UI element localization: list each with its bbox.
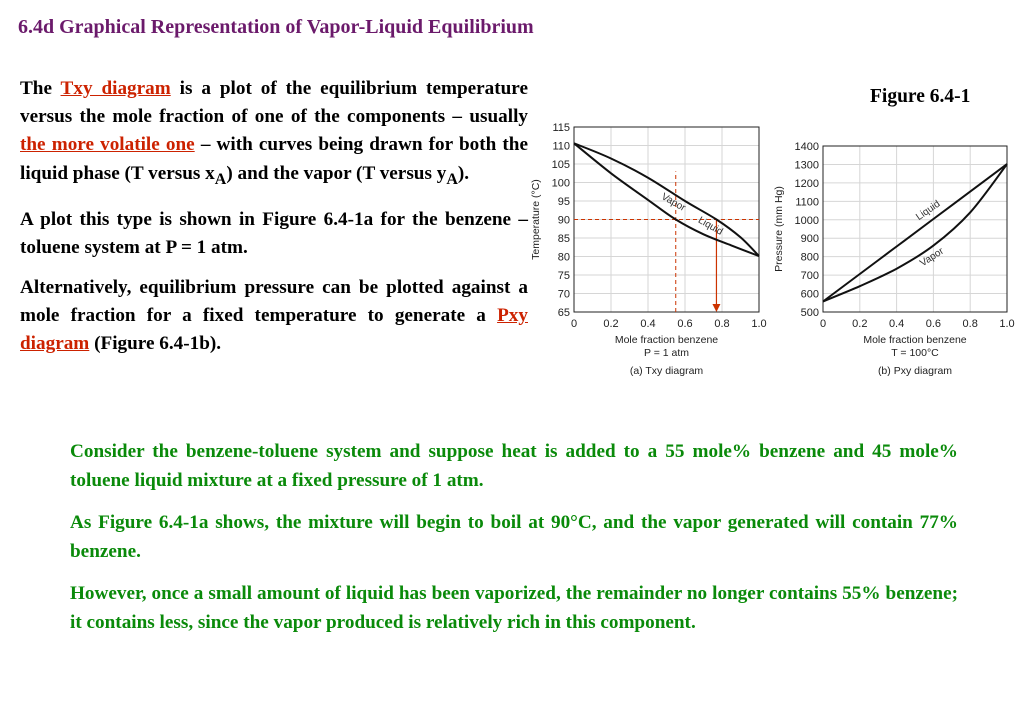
chart-pxy-ytick-label: 900 <box>800 233 819 246</box>
chart-txy-series-label: Liquid <box>695 214 725 238</box>
chart-txy-arrowhead <box>712 304 720 312</box>
chart-pxy-series-liquid <box>823 164 1007 301</box>
chart-pxy-ylabel: Pressure (mm Hg) <box>773 186 785 272</box>
chart-txy-xlabel: Mole fraction benzene <box>614 334 719 346</box>
example-text <box>70 438 958 651</box>
text-segment: Alternatively, equilibrium pressure can be plotted against a mole fraction for a fixed temperature to generate a <box>20 277 528 327</box>
pxy-diagram-link[interactable]: Pxy diagram <box>20 305 528 355</box>
page-title: 6.4d Graphical Representation of Vapor-Liquid Equilibrium <box>18 16 534 38</box>
chart-pxy-ytick-label: 600 <box>800 288 819 301</box>
chart-pxy-xlabel: Mole fraction benzene <box>863 334 967 346</box>
chart-pxy-series-label: Liquid <box>914 198 943 223</box>
example-paragraph-2: As Figure 6.4-1a shows, the mixture will begin to boil at 90°C, and the vapor generated will contain 77% benzene. <box>70 512 958 562</box>
chart-pxy-ytick-label: 1100 <box>795 196 819 209</box>
chart-txy-ytick-label: 65 <box>557 307 570 319</box>
subscript: A <box>214 170 227 188</box>
chart-txy-ytick-label: 75 <box>557 270 570 282</box>
chart-pxy-ytick-label: 1300 <box>794 159 819 172</box>
text-segment: – with curves being drawn for both the liquid phase (T versus x <box>20 134 528 184</box>
text-segment: ). <box>457 162 470 184</box>
chart-txy-xtick-label: 0.8 <box>714 318 730 330</box>
example-paragraph-3: However, once a small amount of liquid has been vaporized, the remainder no longer contains 55% benzene; it contains less, since the vapor produced is relatively rich in this component. <box>70 583 958 633</box>
chart-txy-ylabel: Temperature (°C) <box>530 179 542 260</box>
chart-pxy-xtick-label: 1.0 <box>999 318 1015 330</box>
chart-txy-ytick-label: 110 <box>552 140 570 153</box>
chart-txy-ytick-label: 80 <box>557 251 570 264</box>
chart-txy-xtick-label: 0 <box>570 318 578 330</box>
chart-txy-ytick-label: 100 <box>551 177 570 190</box>
chart-pxy-xtick-label: 0.8 <box>962 318 978 330</box>
chart-txy-xtick-label: 1.0 <box>751 318 767 330</box>
chart-txy-xtick-label: 0.6 <box>677 318 693 330</box>
chart-pxy-ytick-label: 1000 <box>794 214 819 227</box>
chart-txy-caption: (a) Txy diagram <box>629 365 704 377</box>
chart-pxy-ytick-label: 800 <box>800 251 819 264</box>
chart-pxy-ytick-label: 700 <box>800 270 819 283</box>
chart-txy-series-label: Vapor <box>659 191 688 214</box>
chart-pxy-xtick-label: 0.4 <box>888 318 905 330</box>
text-segment: The <box>20 78 61 99</box>
chart-pxy-caption: (b) Pxy diagram <box>877 365 953 377</box>
text-segment: is a plot of the equilibrium temperature versus the mole fraction of one of the components – usually <box>20 78 528 128</box>
chart-pxy-condition: T = 100°C <box>891 347 939 359</box>
subscript: A <box>446 170 458 188</box>
text-segment: ) and the vapor (T versus y <box>226 162 447 184</box>
paragraph-figure-ref: A plot this type is shown in Figure 6.4-1a for the benzene – toluene system at P = 1 atm. <box>20 208 528 258</box>
chart-pxy-ytick-label: 500 <box>800 307 819 319</box>
chart-pxy-series-label: Vapor <box>918 245 946 270</box>
more-volatile-link[interactable]: the more volatile one <box>20 134 195 156</box>
chart-txy-ytick-label: 85 <box>557 233 570 245</box>
chart-txy-xtick-label: 0.4 <box>640 318 656 330</box>
chart-txy-xtick-label: 0.2 <box>603 318 619 330</box>
chart-pxy-ytick-label: 1400 <box>794 141 819 153</box>
chart-txy-ytick-label: 95 <box>557 196 570 208</box>
chart-pxy-ytick-label: 1200 <box>794 177 819 190</box>
chart-txy-ytick-label: 115 <box>552 122 570 134</box>
chart-pxy-xtick-label: 0 <box>819 318 827 330</box>
chart-txy-condition: P = 1 atm <box>643 347 690 359</box>
chart-pxy-axes-frame <box>823 146 1007 312</box>
chart-pxy-xtick-label: 0.6 <box>925 318 942 330</box>
chart-txy-ytick-label: 105 <box>551 159 570 171</box>
chart-txy-ytick-label: 70 <box>557 288 570 301</box>
txy-diagram-link[interactable]: Txy diagram <box>60 78 171 99</box>
example-paragraph-1: Consider the benzene-toluene system and suppose heat is added to a 55 mole% benzene and 45 mole% toluene liquid mixture at a fixed pressure of 1 atm. <box>70 441 958 491</box>
text-segment: (Figure 6.4-1b). <box>89 333 222 355</box>
chart-txy-ytick-label: 90 <box>557 214 570 227</box>
figure-label: Figure 6.4-1 <box>870 86 971 107</box>
chart-pxy-xtick-label: 0.2 <box>852 318 868 330</box>
